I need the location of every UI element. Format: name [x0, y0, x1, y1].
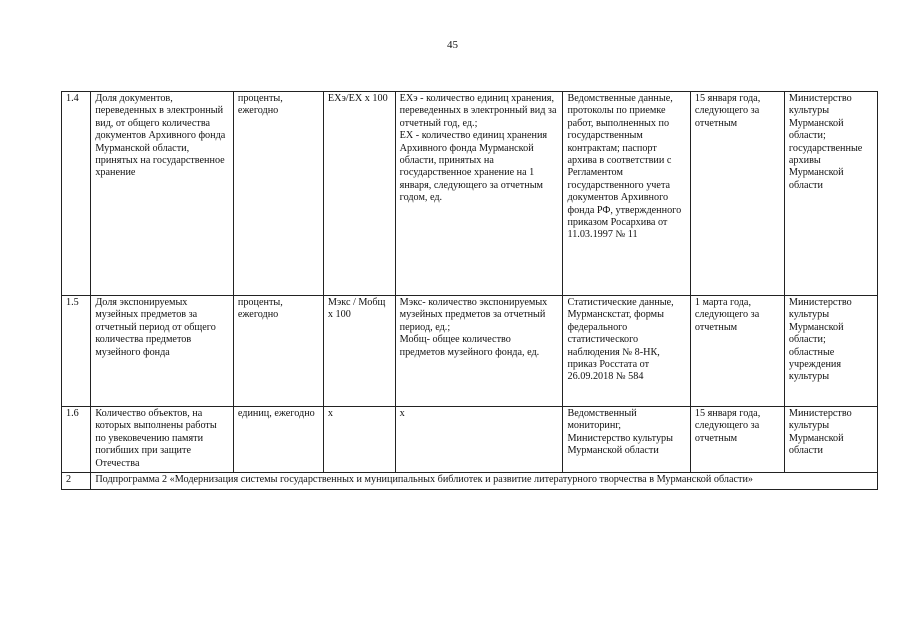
- deadline-cell: 15 января года, следующего за отчетным: [690, 92, 784, 296]
- definitions-cell: EXэ - количество единиц хранения, переведенных в электронный вид за отчетный год, ед.; EX - количество единиц хранения Архивного фонда Мурманской области, принятых на государственное хранение на 1 января, следующего за отчетным годом, ед.: [395, 92, 563, 296]
- row-number: 1.4: [62, 92, 91, 296]
- unit-cell: проценты, ежегодно: [233, 296, 323, 407]
- source-cell: Ведомственные данные, протоколы по приемке работ, выполненных по государственным контрактам; паспорт архива в соответствии с Регламентом государственного учета документов Архивного фонда РФ, утвержденного приказом Росархива от 11.03.1997 № 11: [563, 92, 690, 296]
- indicator-name: Доля документов, переведенных в электронный вид, от общего количества документов Архивного фонда Мурманской области, принятых на государственное хранение: [91, 92, 234, 296]
- definitions-cell: Мэкс- количество экспонируемых музейных предметов за отчетный период, ед.; Мобщ- общее количество предметов музейного фонда, ед.: [395, 296, 563, 407]
- formula-cell: EXэ/EX x 100: [323, 92, 395, 296]
- definitions-cell: х: [395, 407, 563, 473]
- source-cell: Статистические данные, Мурманскстат, формы федерального статистического наблюдения № 8-НК, приказ Росстата от 26.09.2018 № 584: [563, 296, 690, 407]
- responsible-cell: Министерство культуры Мурманской области: [784, 407, 877, 473]
- subprogram-title: Подпрограмма 2 «Модернизация системы государственных и муниципальных библиотек и развитие литературного творчества в Мурманской области»: [91, 473, 878, 490]
- formula-cell: х: [323, 407, 395, 473]
- responsible-cell: Министерство культуры Мурманской области; областные учреждения культуры: [784, 296, 877, 407]
- page-number: 45: [447, 39, 458, 51]
- unit-cell: проценты, ежегодно: [233, 92, 323, 296]
- subprogram-row: [62, 473, 878, 490]
- indicators-table: [61, 91, 878, 490]
- row-number: 1.5: [62, 296, 91, 407]
- row-number: 1.6: [62, 407, 91, 473]
- formula-cell: Мэкс / Мобщ x 100: [323, 296, 395, 407]
- subprogram-number: 2: [62, 473, 91, 490]
- deadline-cell: 15 января года, следующего за отчетным: [690, 407, 784, 473]
- unit-cell: единиц, ежегодно: [233, 407, 323, 473]
- deadline-cell: 1 марта года, следующего за отчетным: [690, 296, 784, 407]
- indicator-name: Количество объектов, на которых выполнены работы по увековечению памяти погибших при защите Отечества: [91, 407, 234, 473]
- source-cell: Ведомственный мониторинг, Министерство культуры Мурманской области: [563, 407, 690, 473]
- table-row: [62, 92, 878, 296]
- indicator-name: Доля экспонируемых музейных предметов за отчетный период от общего количества предметов музейного фонда: [91, 296, 234, 407]
- responsible-cell: Министерство культуры Мурманской области; государственные архивы Мурманской области: [784, 92, 877, 296]
- table-row: [62, 296, 878, 407]
- table-row: [62, 407, 878, 473]
